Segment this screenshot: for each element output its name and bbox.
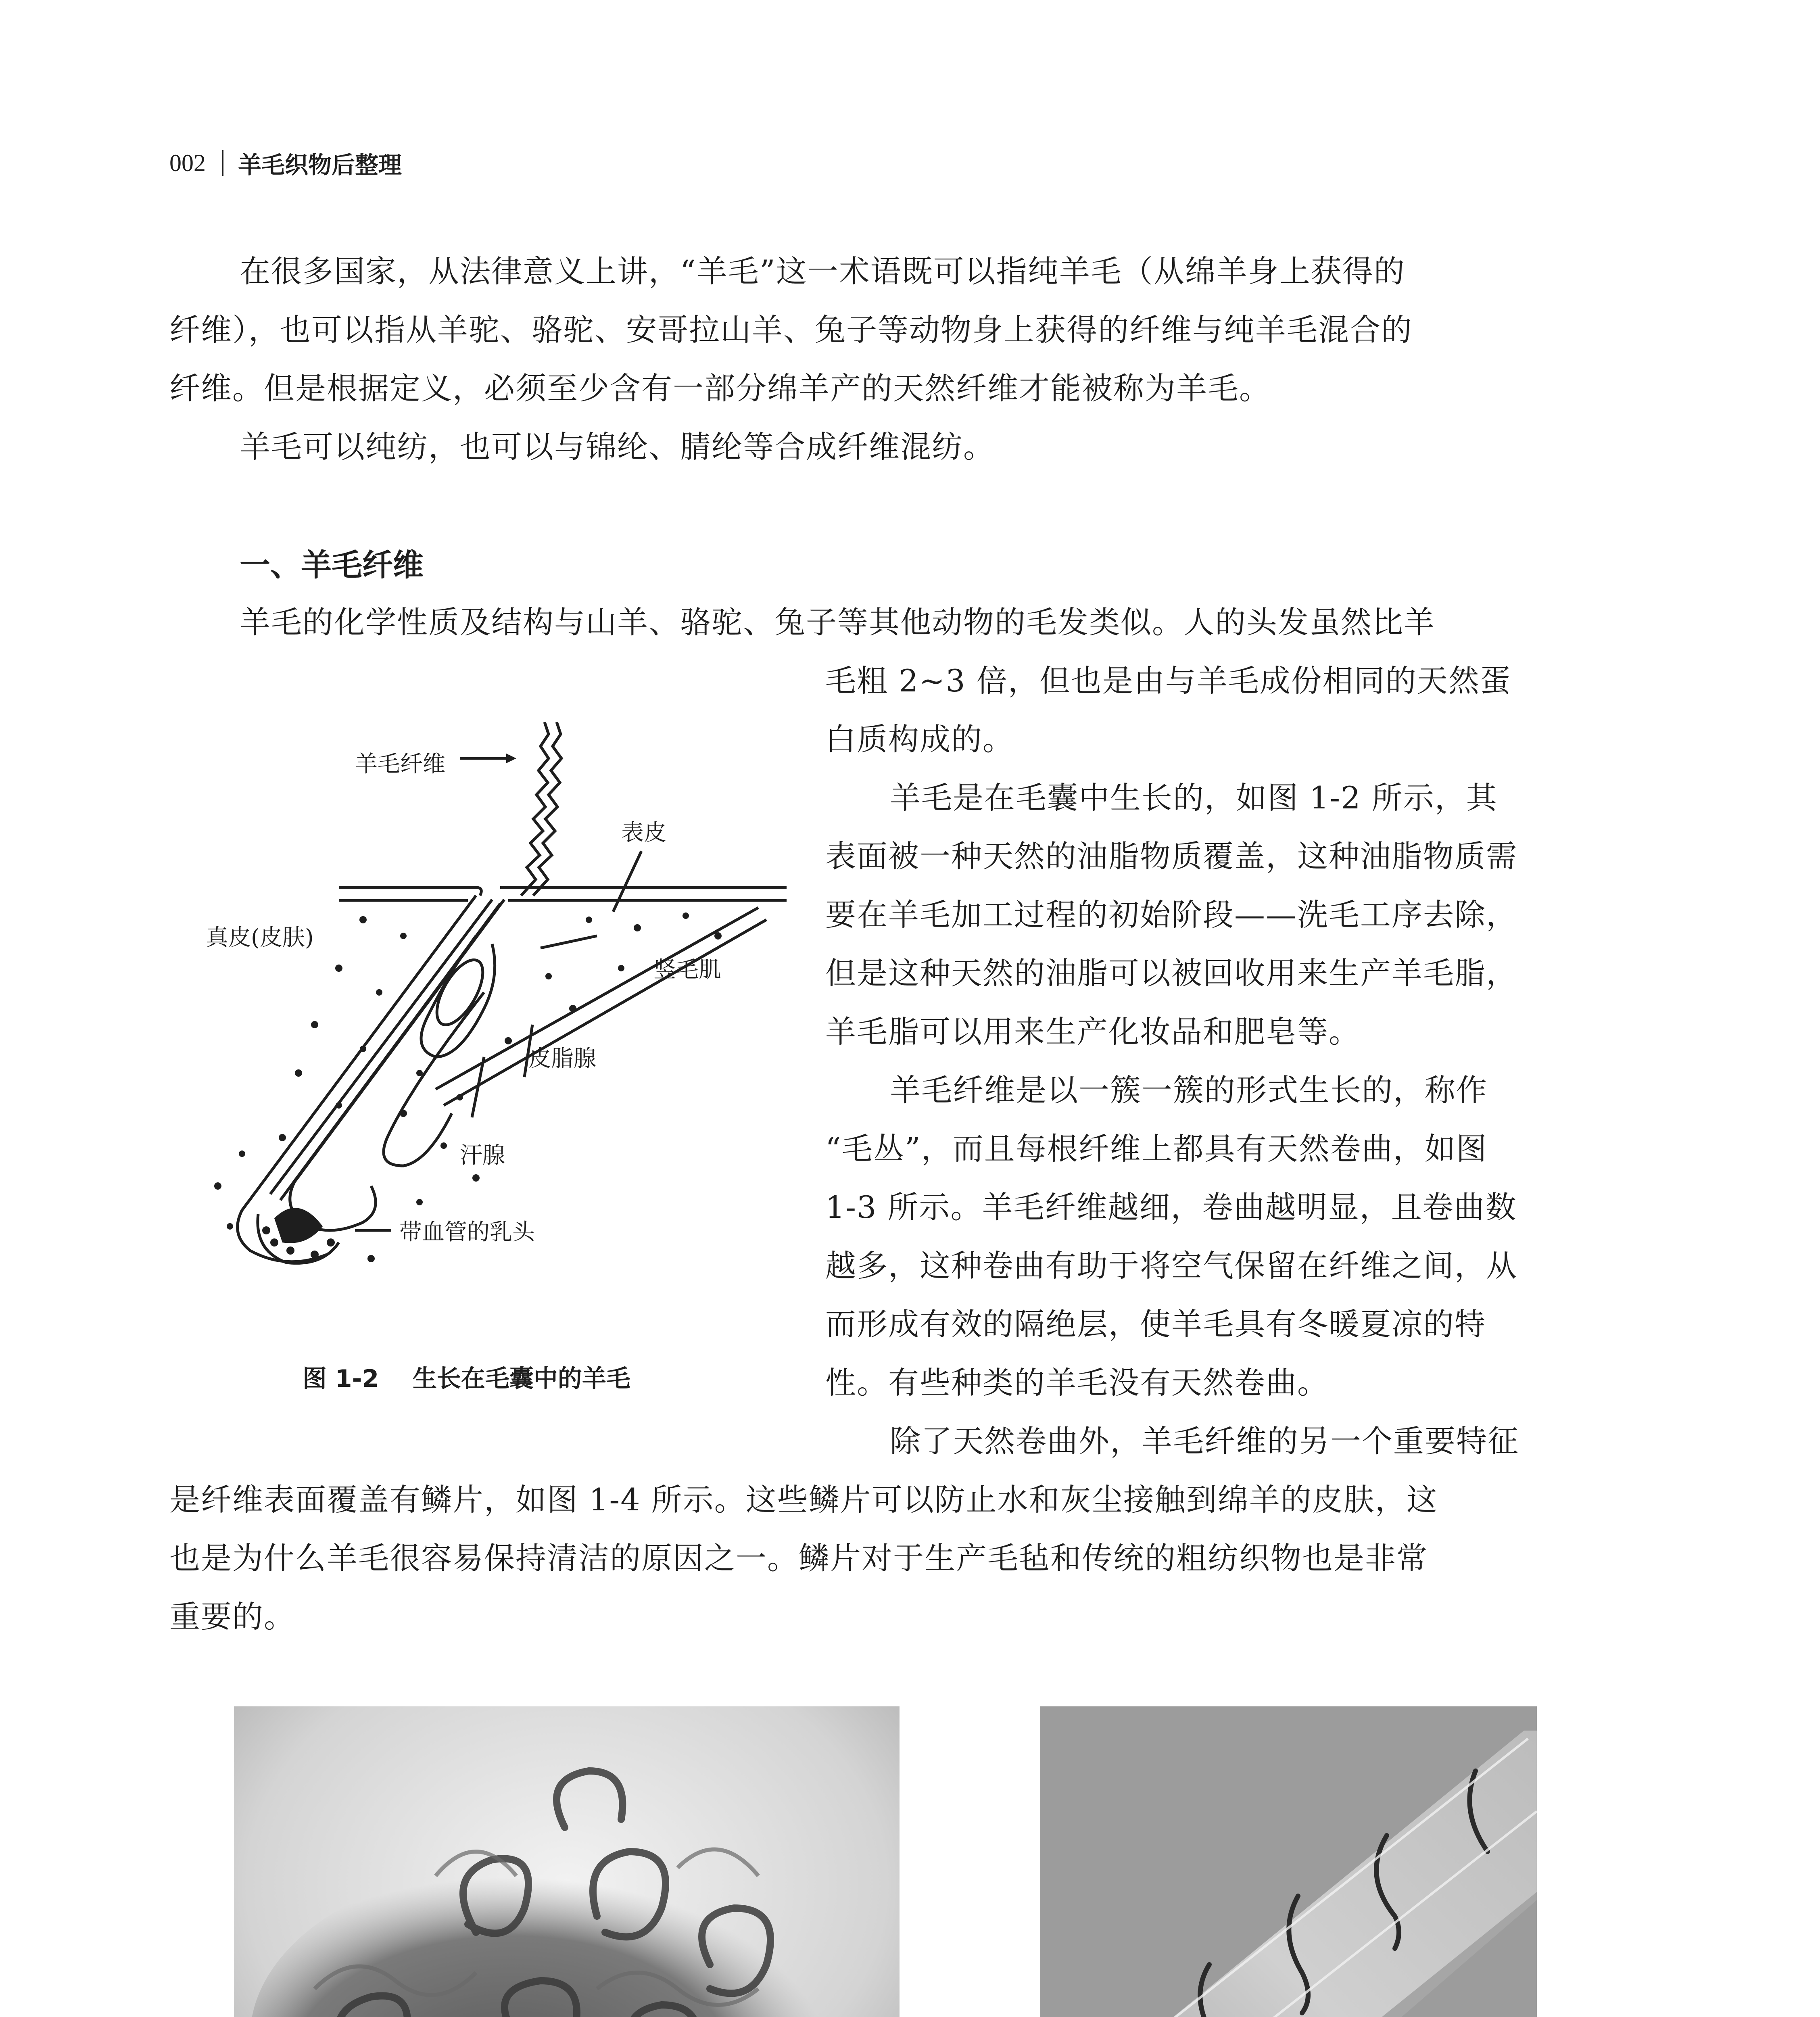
figure-1-2-diagram	[194, 710, 807, 1307]
right-line: 羊毛纤维是以一簇一簇的形式生长的，称作	[890, 1072, 1488, 1108]
figure-1-4-photo	[1040, 1706, 1537, 2017]
label-dermis: 真皮(皮肤)	[206, 925, 314, 951]
figure-1-2-caption	[303, 1359, 630, 1394]
right-line: 1-3 所示。羊毛纤维越细，卷曲越明显，且卷曲数	[825, 1189, 1517, 1225]
section-heading: 一、羊毛纤维	[240, 547, 424, 583]
blend-paragraph: 羊毛可以纯纺，也可以与锦纶、腈纶等合成纤维混纺。	[240, 429, 995, 465]
label-fiber: 羊毛纤维	[355, 751, 445, 777]
page-number: 002	[169, 149, 206, 176]
right-line: 羊毛脂可以用来生产化妆品和肥皂等。	[825, 1014, 1360, 1050]
intro-line-3: 纤维。但是根据定义，必须至少含有一部分绵羊产的天然纤维才能被称为羊毛。	[169, 370, 1271, 406]
right-line: 要在羊毛加工过程的初始阶段——洗毛工序去除，	[825, 897, 1517, 933]
label-papilla: 带血管的乳头	[399, 1219, 535, 1245]
right-line: 白质构成的。	[825, 721, 1014, 757]
right-line: 羊毛是在毛囊中生长的，如图 1-2 所示，其	[890, 780, 1498, 816]
label-arrector-muscle: 竖毛肌	[653, 957, 721, 983]
full-line: 也是为什么羊毛很容易保持清洁的原因之一。鳞片对于生产毛毡和传统的粗纺织物也是非常	[169, 1540, 1428, 1576]
full-line: 重要的。	[169, 1599, 295, 1635]
right-line: 性。有些种类的羊毛没有天然卷曲。	[825, 1365, 1329, 1401]
right-line: 越多，这种卷曲有助于将空气保留在纤维之间，从	[825, 1248, 1517, 1284]
label-sweat-gland: 汗腺	[460, 1142, 505, 1169]
full-line: 是纤维表面覆盖有鳞片，如图 1-4 所示。这些鳞片可以防止水和灰尘接触到绵羊的皮肤，这	[169, 1482, 1438, 1518]
caption-number: 图 1-2	[303, 1365, 379, 1393]
header-divider	[222, 150, 223, 176]
right-line: 毛粗 2~3 倍，但也是由与羊毛成份相同的天然蛋	[825, 663, 1511, 699]
intro-line-1: 在很多国家，从法律意义上讲，“羊毛”这一术语既可以指纯羊毛（从绵羊身上获得的	[240, 253, 1405, 289]
running-header	[169, 146, 402, 180]
right-line: 而形成有效的隔绝层，使羊毛具有冬暖夏凉的特	[825, 1306, 1486, 1342]
intro-line-2: 纤维），也可以指从羊驼、骆驼、安哥拉山羊、兔子等动物身上获得的纤维与纯羊毛混合的	[169, 312, 1413, 348]
right-line: 表面被一种天然的油脂物质覆盖，这种油脂物质需	[825, 838, 1517, 874]
label-sebaceous-gland: 皮脂腺	[528, 1046, 596, 1072]
wool-tuft-image	[234, 1706, 900, 2017]
section-first-line: 羊毛的化学性质及结构与山羊、骆驼、兔子等其他动物的毛发类似。人的头发虽然比羊	[240, 604, 1435, 640]
wool-scale-image	[1040, 1706, 1537, 2017]
right-line: “毛丛”，而且每根纤维上都具有天然卷曲，如图	[825, 1131, 1488, 1167]
caption-text: 生长在毛囊中的羊毛	[412, 1365, 630, 1393]
right-line: 除了天然卷曲外，羊毛纤维的另一个重要特征	[890, 1423, 1519, 1459]
right-line: 但是这种天然的油脂可以被回收用来生产羊毛脂，	[825, 955, 1517, 991]
label-epidermis: 表皮	[621, 820, 666, 846]
book-title: 羊毛织物后整理	[238, 151, 402, 179]
figure-1-3-photo	[234, 1706, 900, 2017]
